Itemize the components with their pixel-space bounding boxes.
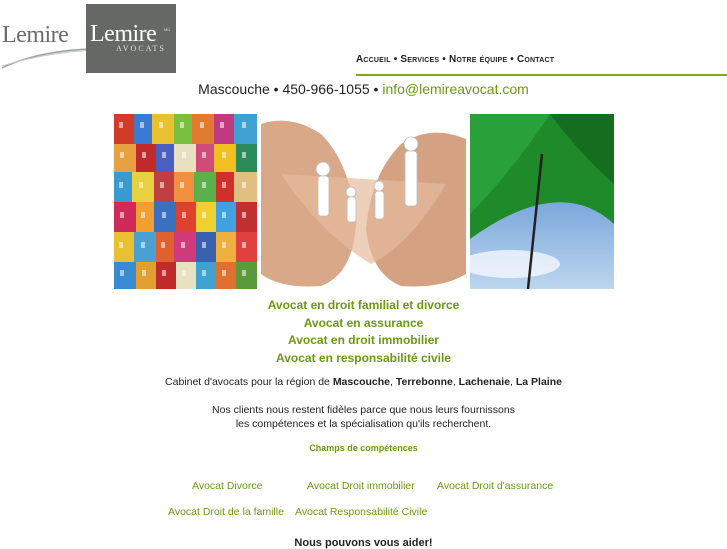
hands-family-image [261,114,466,289]
logo-word-right: Lemire [90,21,157,47]
region-place: La Plaine [515,376,562,388]
link-avocat-droit-famille[interactable]: Avocat Droit de la famille [168,506,284,518]
contact-separator: • [373,81,379,97]
photo-hands-family [261,114,466,289]
region-separator: , [390,376,393,388]
description-line-1: Nos clients nous restent fidèles parce que nous leurs fournissons [212,404,515,416]
colorful-houses-image [114,114,257,289]
logo-word-left: Lemire [2,22,69,48]
region-place: Terrebonne [395,376,453,388]
service-link-immobilier[interactable]: Avocat en droit immobilier [288,333,439,347]
photo-colorful-houses [114,114,257,289]
region-text [0,376,727,388]
link-avocat-divorce[interactable]: Avocat Divorce [192,480,263,492]
region-place: Mascouche [332,376,390,388]
link-avocat-responsabilite-civile[interactable]: Avocat Responsabilité Civile [295,506,428,518]
description-line-2: les compétences et la spécialisation qu'ils recherchent. [235,418,492,430]
region-separator: , [510,376,513,388]
nav-separator: • [393,54,398,65]
firm-logo[interactable] [0,0,180,80]
contact-line [0,81,727,97]
service-link-assurance[interactable]: Avocat en assurance [303,315,424,330]
main-nav [356,54,727,76]
region-place: Lachenaie [458,376,511,388]
services-list [0,297,727,367]
photo-green-umbrella [470,114,614,289]
nav-separator: • [510,54,514,65]
region-separator: , [452,376,456,388]
logo-registered-mark: MD [164,27,171,32]
service-link-responsabilite-civile[interactable]: Avocat en responsabilité civile [276,350,451,365]
service-link-familial-divorce[interactable]: Avocat en droit familial et divorce [267,298,460,312]
contact-separator: • [273,81,279,97]
logo-box [86,4,176,73]
link-avocat-droit-immobilier[interactable]: Avocat Droit immobilier [307,480,415,492]
nav-separator: • [442,54,446,65]
nav-services[interactable]: Services [400,54,440,65]
help-heading: Nous pouvons vous aider! [294,537,433,549]
region-prefix: Cabinet d'avocats pour la région de [165,376,330,388]
contact-city: Mascouche [198,81,270,97]
nav-notre-equipe[interactable]: Notre équipe [448,54,508,65]
green-umbrella-image [470,114,614,289]
nav-accueil[interactable]: Accueil [356,54,391,65]
champs-competences-link[interactable]: Champs de compétences [309,443,418,453]
link-avocat-droit-assurance[interactable]: Avocat Droit d'assurance [437,480,554,492]
logo-subtitle: AVOCATS [116,44,166,53]
contact-email-link[interactable]: info@lemireavocat.com [382,81,529,97]
contact-phone: 450-966-1055 [282,81,370,97]
nav-contact[interactable]: Contact [516,54,555,65]
description [0,403,727,431]
